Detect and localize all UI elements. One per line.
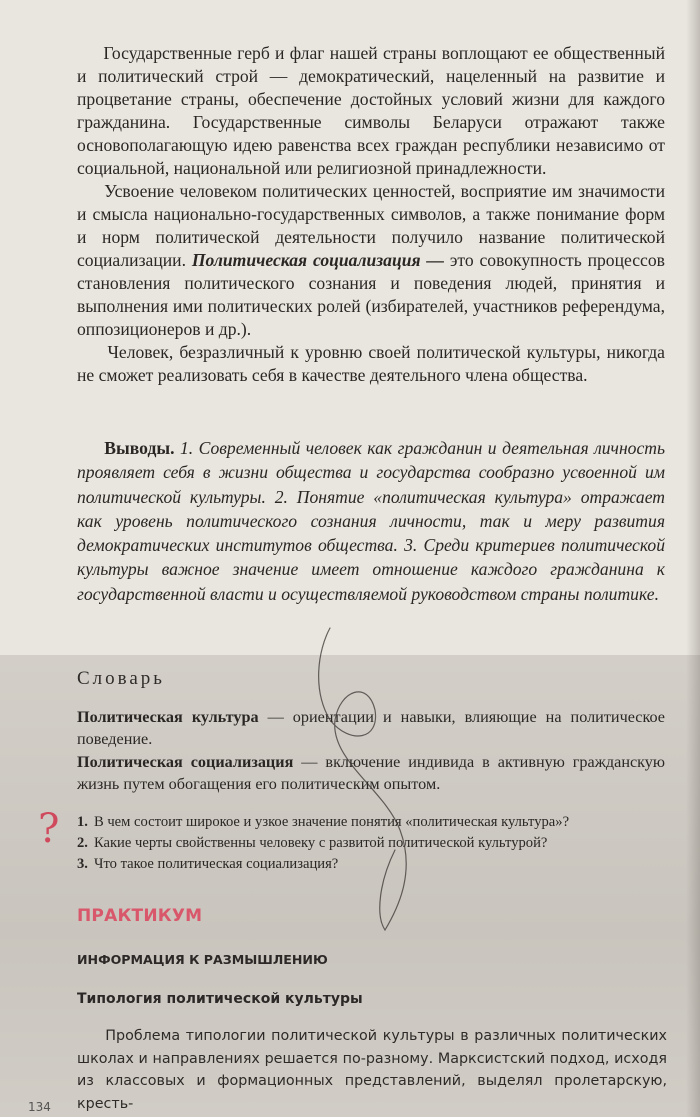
question-item: 2. Какие черты свойственны человеку с развитой политической культурой? [77, 835, 548, 851]
main-text [77, 42, 665, 387]
paragraph-socialization: Усвоение человеком политических ценностей, восприятие им значимости и смысла национально-государственных символов, а также понимание форм и норм политической деятельности получило название политической социализации. Политическая социализация — это совокупность процессов становления политического сознания и поведения людей, принятия и выполнения ими политических ролей (избирателей, участников референдума, оппозиционеров и др.). [77, 181, 665, 339]
info-heading: ИНФОРМАЦИЯ К РАЗМЫШЛЕНИЮ [77, 952, 328, 967]
question-item: 1. В чем состоит широкое и узкое значение понятия «политическая культура»? [77, 814, 570, 830]
dictionary-entry: Политическая культура — ориентации и навыки, влияющие на политическое поведение. [77, 708, 665, 748]
question-item: 3. Что такое политическая социализация? [77, 856, 339, 872]
dictionary-title: Словарь [77, 668, 165, 689]
paragraph-indifferent-person: Человек, безразличный к уровню своей политической культуры, никогда не сможет реализовать себя в качестве деятельного члена общества. [77, 342, 665, 385]
conclusions-text: 1. Современный человек как гражданин и деятельная личность проявляет себя в жизни общества и государства сообразно усвоенной им политической культуры. 2. Понятие «политическая культура» отражает как уровень политического сознания личности, так и меру развития демократических институтов общества. 3. Среди критериев политической культуры важное значение имеет отношение каждого гражданина к государственной власти и осуществляемой руководством страны политике. [77, 438, 665, 604]
dictionary-block [77, 707, 665, 797]
question-mark-icon: ? [38, 806, 60, 852]
term-political-socialization: Политическая социализация — [191, 250, 445, 270]
practicum-paragraph: Проблема типологии политической культуры в различных политических школах и направлениях решается по-разному. Марксистский подход, исходя из классовых и формационных представлений, выделял пролетарскую, кресть- [77, 1028, 667, 1112]
page-number: 134 [28, 1100, 51, 1114]
section-subheading: Типология политической культуры [77, 991, 363, 1007]
conclusions-label: Выводы. [104, 438, 175, 458]
practicum-heading: ПРАКТИКУМ [77, 906, 203, 926]
questions-list [77, 812, 667, 875]
paragraph-state-symbols: Государственные герб и флаг нашей страны воплощают ее общественный и политический строй — демократический, нацеленный на развитие и процветание страны, обеспечение достойных условий жизни для каждого гражданина. Государственные символы Беларуси отражают также основополагающую идею равенства всех граждан республики независимо от социальной, национальной или религиозной принадлежности. [77, 43, 665, 178]
page-edge-shadow [686, 0, 700, 1117]
conclusions-block [77, 436, 665, 606]
dictionary-entry: Политическая социализация — включение индивида в активную гражданскую жизнь путем обогащения его политическим опытом. [77, 753, 665, 793]
